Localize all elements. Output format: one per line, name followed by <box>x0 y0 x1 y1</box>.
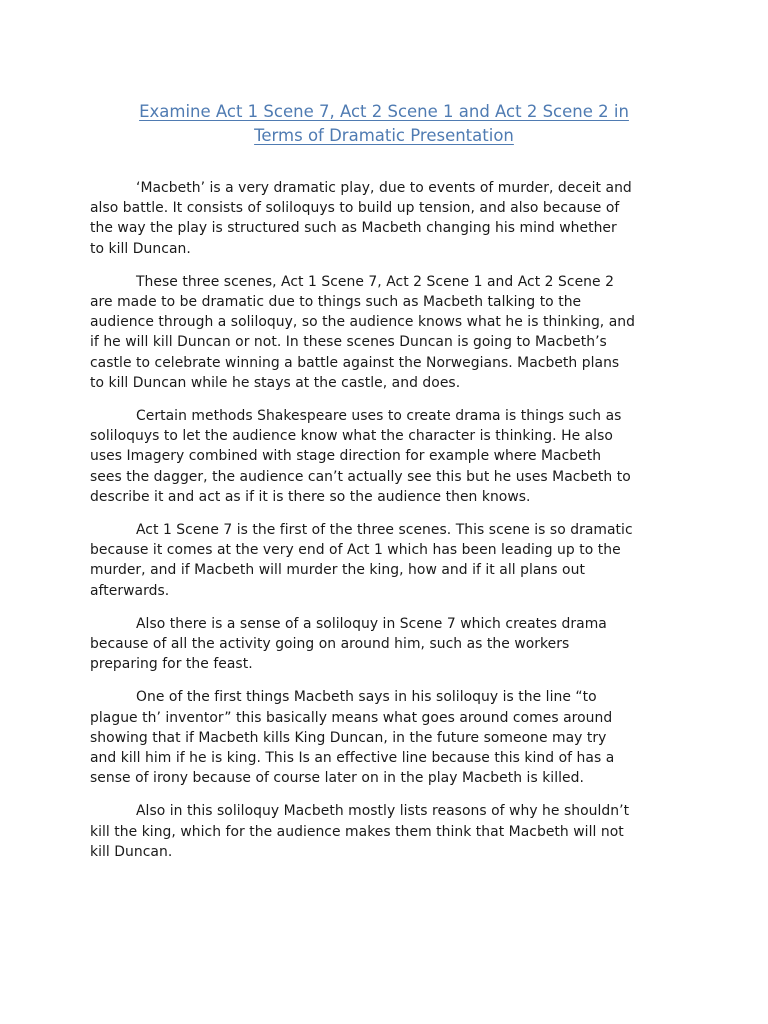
paragraph-2 <box>90 272 682 393</box>
document-title <box>80 100 688 148</box>
paragraph-line: to kill Duncan while he stays at the castle, and does. <box>90 374 461 391</box>
paragraph-line: uses Imagery combined with stage direction for example where Macbeth <box>90 448 602 465</box>
paragraph-4 <box>90 520 682 601</box>
paragraph-line: Also in this soliloquy Macbeth mostly lists reasons of why he shouldn’t <box>136 803 630 820</box>
paragraph-line: plague th’ inventor” this basically means what goes around comes around <box>90 709 613 726</box>
paragraph-line: preparing for the feast. <box>90 656 253 673</box>
paragraph-line: and kill him if he is king. This Is an effective line because this kind of has a <box>90 750 615 767</box>
paragraph-line: murder, and if Macbeth will murder the king, how and if it all plans out <box>90 562 585 579</box>
paragraph-6 <box>90 687 682 788</box>
paragraph-line: audience through a soliloquy, so the audience knows what he is thinking, and <box>90 314 636 331</box>
paragraph-line: castle to celebrate winning a battle against the Norwegians. Macbeth plans <box>90 354 620 371</box>
paragraph-line: describe it and act as if it is there so the audience then knows. <box>90 488 531 505</box>
paragraph-line: are made to be dramatic due to things such as Macbeth talking to the <box>90 294 582 311</box>
paragraph-line: sees the dagger, the audience can’t actually see this but he uses Macbeth to <box>90 468 631 485</box>
paragraph-line: afterwards. <box>90 582 170 599</box>
paragraph-1 <box>90 178 682 259</box>
title-line-1: Examine Act 1 Scene 7, Act 2 Scene 1 and Act 2 Scene 2 in <box>139 102 629 121</box>
title-line-2: Terms of Dramatic Presentation <box>254 126 514 145</box>
document-body <box>90 178 682 875</box>
paragraph-line: because of all the activity going on around him, such as the workers <box>90 636 570 653</box>
paragraph-line: if he will kill Duncan or not. In these scenes Duncan is going to Macbeth’s <box>90 334 607 351</box>
paragraph-3 <box>90 406 682 507</box>
paragraph-line: Also there is a sense of a soliloquy in Scene 7 which creates drama <box>136 615 607 632</box>
paragraph-7 <box>90 801 682 862</box>
paragraph-line: to kill Duncan. <box>90 240 191 257</box>
paragraph-line: showing that if Macbeth kills King Duncan, in the future someone may try <box>90 729 607 746</box>
paragraph-line: These three scenes, Act 1 Scene 7, Act 2 Scene 1 and Act 2 Scene 2 <box>136 273 614 290</box>
paragraph-line: soliloquys to let the audience know what the character is thinking. He also <box>90 428 613 445</box>
paragraph-line: Act 1 Scene 7 is the first of the three scenes. This scene is so dramatic <box>136 522 633 539</box>
paragraph-line: sense of irony because of course later on in the play Macbeth is killed. <box>90 770 584 787</box>
paragraph-5 <box>90 614 682 675</box>
paragraph-line: kill Duncan. <box>90 843 173 860</box>
paragraph-line: Certain methods Shakespeare uses to create drama is things such as <box>136 408 622 425</box>
paragraph-line: also battle. It consists of soliloquys to build up tension, and also because of <box>90 200 620 217</box>
paragraph-line: the way the play is structured such as Macbeth changing his mind whether <box>90 220 617 237</box>
paragraph-line: One of the first things Macbeth says in his soliloquy is the line “to <box>136 689 597 706</box>
paragraph-line: because it comes at the very end of Act 1 which has been leading up to the <box>90 542 621 559</box>
paragraph-line: ‘Macbeth’ is a very dramatic play, due to events of murder, deceit and <box>136 180 632 196</box>
paragraph-line: kill the king, which for the audience makes them think that Macbeth will not <box>90 823 624 840</box>
